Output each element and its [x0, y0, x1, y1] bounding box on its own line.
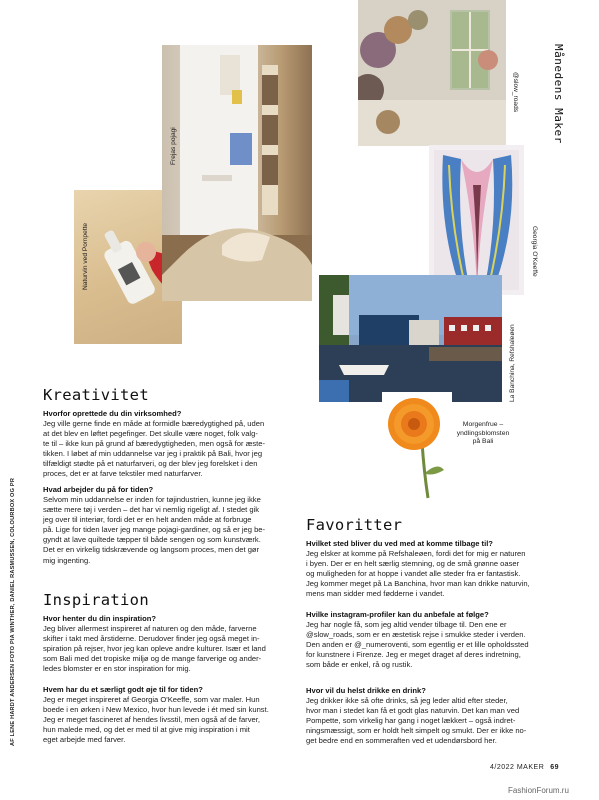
text-line: mig ingenting.: [43, 555, 91, 565]
inspiration-answer-2: [43, 695, 305, 745]
text-line: Jeg er meget fascineret af hendes livsstil, men også af de farver,: [43, 715, 260, 725]
page-number: 69: [550, 764, 560, 771]
slow-roads-caption: @slow_roads: [512, 72, 519, 113]
section-label: Månedens Maker: [552, 44, 565, 144]
naturvin-caption: Naturvin ved Pompette: [82, 222, 89, 290]
favoritter-question-2: Hvilke instagram-profiler kan du anbefale at følge?: [306, 610, 489, 619]
text-line: og muligheden for at hoppe i vandet alle steder fra er fantastisk.: [306, 569, 521, 579]
text-line: Det er en virkelig tidskrævende og langsom proces, men det gør: [43, 545, 260, 555]
favoritter-answer-2: [306, 620, 568, 670]
inspiration-question-1: Hvor henter du din inspiration?: [43, 614, 157, 623]
banchina-illustration: [319, 275, 502, 402]
slow-roads-illustration: [358, 0, 506, 146]
text-line: boede i en ørken i New Mexico, hvor hun levede i ét med sin kunst.: [43, 705, 269, 715]
text-line: i byen. Der er en helt særlig stemning, og de små grønne oaser: [306, 559, 520, 569]
text-line: Jeg drikker ikke så ofte drinks, så jeg leder altid efter steder,: [306, 696, 508, 705]
text-line: tilfældigt stødte på et naturfarveri, og der blev jeg forelsket i den: [43, 459, 258, 469]
pojagi-caption: Frejas pojagi: [170, 127, 177, 165]
text-line: som både er enkel, rå og rustik.: [306, 660, 413, 670]
text-line: proces, det er at farve tekstiler med naturfarver.: [43, 469, 203, 479]
text-line: sætte mere tøj i verden – det har vi nemlig rigeligt af. I stedet gik: [43, 505, 260, 515]
text-line: spiration på rejser, hvor jeg kan opleve andre kulturer. Især et land: [43, 644, 266, 654]
text-line: hvor man i stedet kan få et godt glas naturvin. Det kan man ved: [306, 706, 520, 716]
text-line: eget arbejde med farver.: [43, 735, 126, 745]
text-line: gyndt at lave quiltede tæpper til både sengen og som kunstværk.: [43, 535, 261, 545]
favoritter-question-1: Hvilket sted bliver du ved med at komme tilbage til?: [306, 539, 493, 548]
kreativitet-heading: Kreativitet: [43, 386, 149, 404]
morgenfrue-caption-line: yndlingsblomsten: [456, 429, 510, 437]
text-line: skifter i takt med årstiderne. Derudover finder jeg også meget in-: [43, 634, 260, 644]
text-line: på. Lige for tiden laver jeg mange pojagi-gardiner, og så er jeg be-: [43, 525, 266, 535]
watermark: FashionForum.ru: [508, 786, 569, 795]
kreativitet-answer-2: [43, 495, 305, 566]
text-line: ningsmæssigt, som er holdt helt simpelt og smukt. Der er ikke no-: [306, 726, 527, 736]
text-line: Jeg ville gerne finde en måde at formidle bæredygtighed på, uden: [43, 419, 265, 428]
inspiration-question-2: Hvem har du et særligt godt øje til for tiden?: [43, 685, 203, 694]
okeeffe-painting: [429, 145, 524, 295]
okeeffe-caption: Georgia O'Keeffe: [531, 226, 538, 277]
text-line: Den anden er @_numeroventi, som egentlig er et lille opholdssted: [306, 640, 529, 650]
text-line: Jeg har nogle få, som jeg altid vender tilbage til. Den ene er: [306, 620, 507, 629]
favoritter-answer-1: [306, 549, 568, 599]
kreativitet-question-1: Hvorfor oprettede du din virksomhed?: [43, 409, 182, 418]
text-line: hun malede med, og det er med til at give mig inspiration i mit: [43, 725, 250, 735]
favoritter-answer-3: [306, 696, 568, 746]
text-line: Jeg kommer meget på La Banchina, hvor man kan drikke naturvin,: [306, 579, 530, 589]
text-line: Jeg er meget inspireret af Georgia O'Keeffe, som var maler. Hun: [43, 695, 260, 704]
text-line: tikken. I løbet af min uddannelse var jeg i praktik på Bali, hvor jeg: [43, 449, 263, 459]
morgenfrue-caption-line: Morgenfrue –: [462, 421, 504, 428]
photo-credit: AF LENE HARDT ANDERSEN FOTO PIA WINTHER, DANIEL RASMUSSEN, COLOURBOX OG PR: [10, 477, 16, 746]
text-line: jeg over til interiør, fordi det er en helt anden måde at forbruge: [43, 515, 252, 525]
text-line: for kunstnere i Firenze. Jeg er meget draget af deres indretning,: [306, 650, 521, 660]
kreativitet-question-2: Hvad arbejder du på for tiden?: [43, 485, 154, 494]
favoritter-question-3: Hvor vil du helst drikke en drink?: [306, 686, 426, 695]
text-line: Jeg elsker at komme på Refshaleøen, fordi det for mig er naturen: [306, 549, 526, 558]
morgenfrue-caption: [438, 421, 528, 447]
issue-label: 4/2022 MAKER: [490, 764, 545, 771]
pojagi-illustration: [162, 45, 312, 301]
favoritter-heading: Favoritter: [306, 516, 403, 534]
text-line: Jeg bliver allermest inspireret af naturen og den måde, farverne: [43, 624, 257, 633]
text-line: mens man sidder med fødderne i vandet.: [306, 589, 445, 599]
slow-roads-photo: [358, 0, 506, 146]
text-line: at det blev en løftet pegefinger. Det skulle være noget, folk valg-: [43, 429, 258, 439]
inspiration-heading: Inspiration: [43, 591, 149, 609]
text-line: ledes blomster er en stor inspiration for mig.: [43, 664, 191, 674]
pojagi-photo: [162, 45, 312, 301]
text-line: Pompette, som virkelig har gang i noget lækkert – også indret-: [306, 716, 516, 726]
okeeffe-illustration: [429, 145, 524, 295]
text-line: get bedre end en sommeraften ved et udendørsbord her.: [306, 736, 497, 746]
inspiration-answer-1: [43, 624, 305, 674]
text-line: som Bali med det tropiske miljø og de mange farverige og ander-: [43, 654, 262, 664]
text-line: @slow_roads, som er en æstetisk rejse i smukke steder i verden.: [306, 630, 526, 640]
page-folio: [490, 764, 559, 771]
banchina-caption: La Banchina, Refshaleøen: [509, 324, 516, 402]
text-line: Selvom min uddannelse er inden for tøjindustrien, kunne jeg ikke: [43, 495, 261, 504]
banchina-photo: [319, 275, 502, 402]
morgenfrue-caption-line: på Bali: [472, 438, 494, 446]
text-line: te til – ikke kun på grund af bæredygtigheden, men også for æste-: [43, 439, 266, 449]
kreativitet-answer-1: [43, 419, 305, 480]
